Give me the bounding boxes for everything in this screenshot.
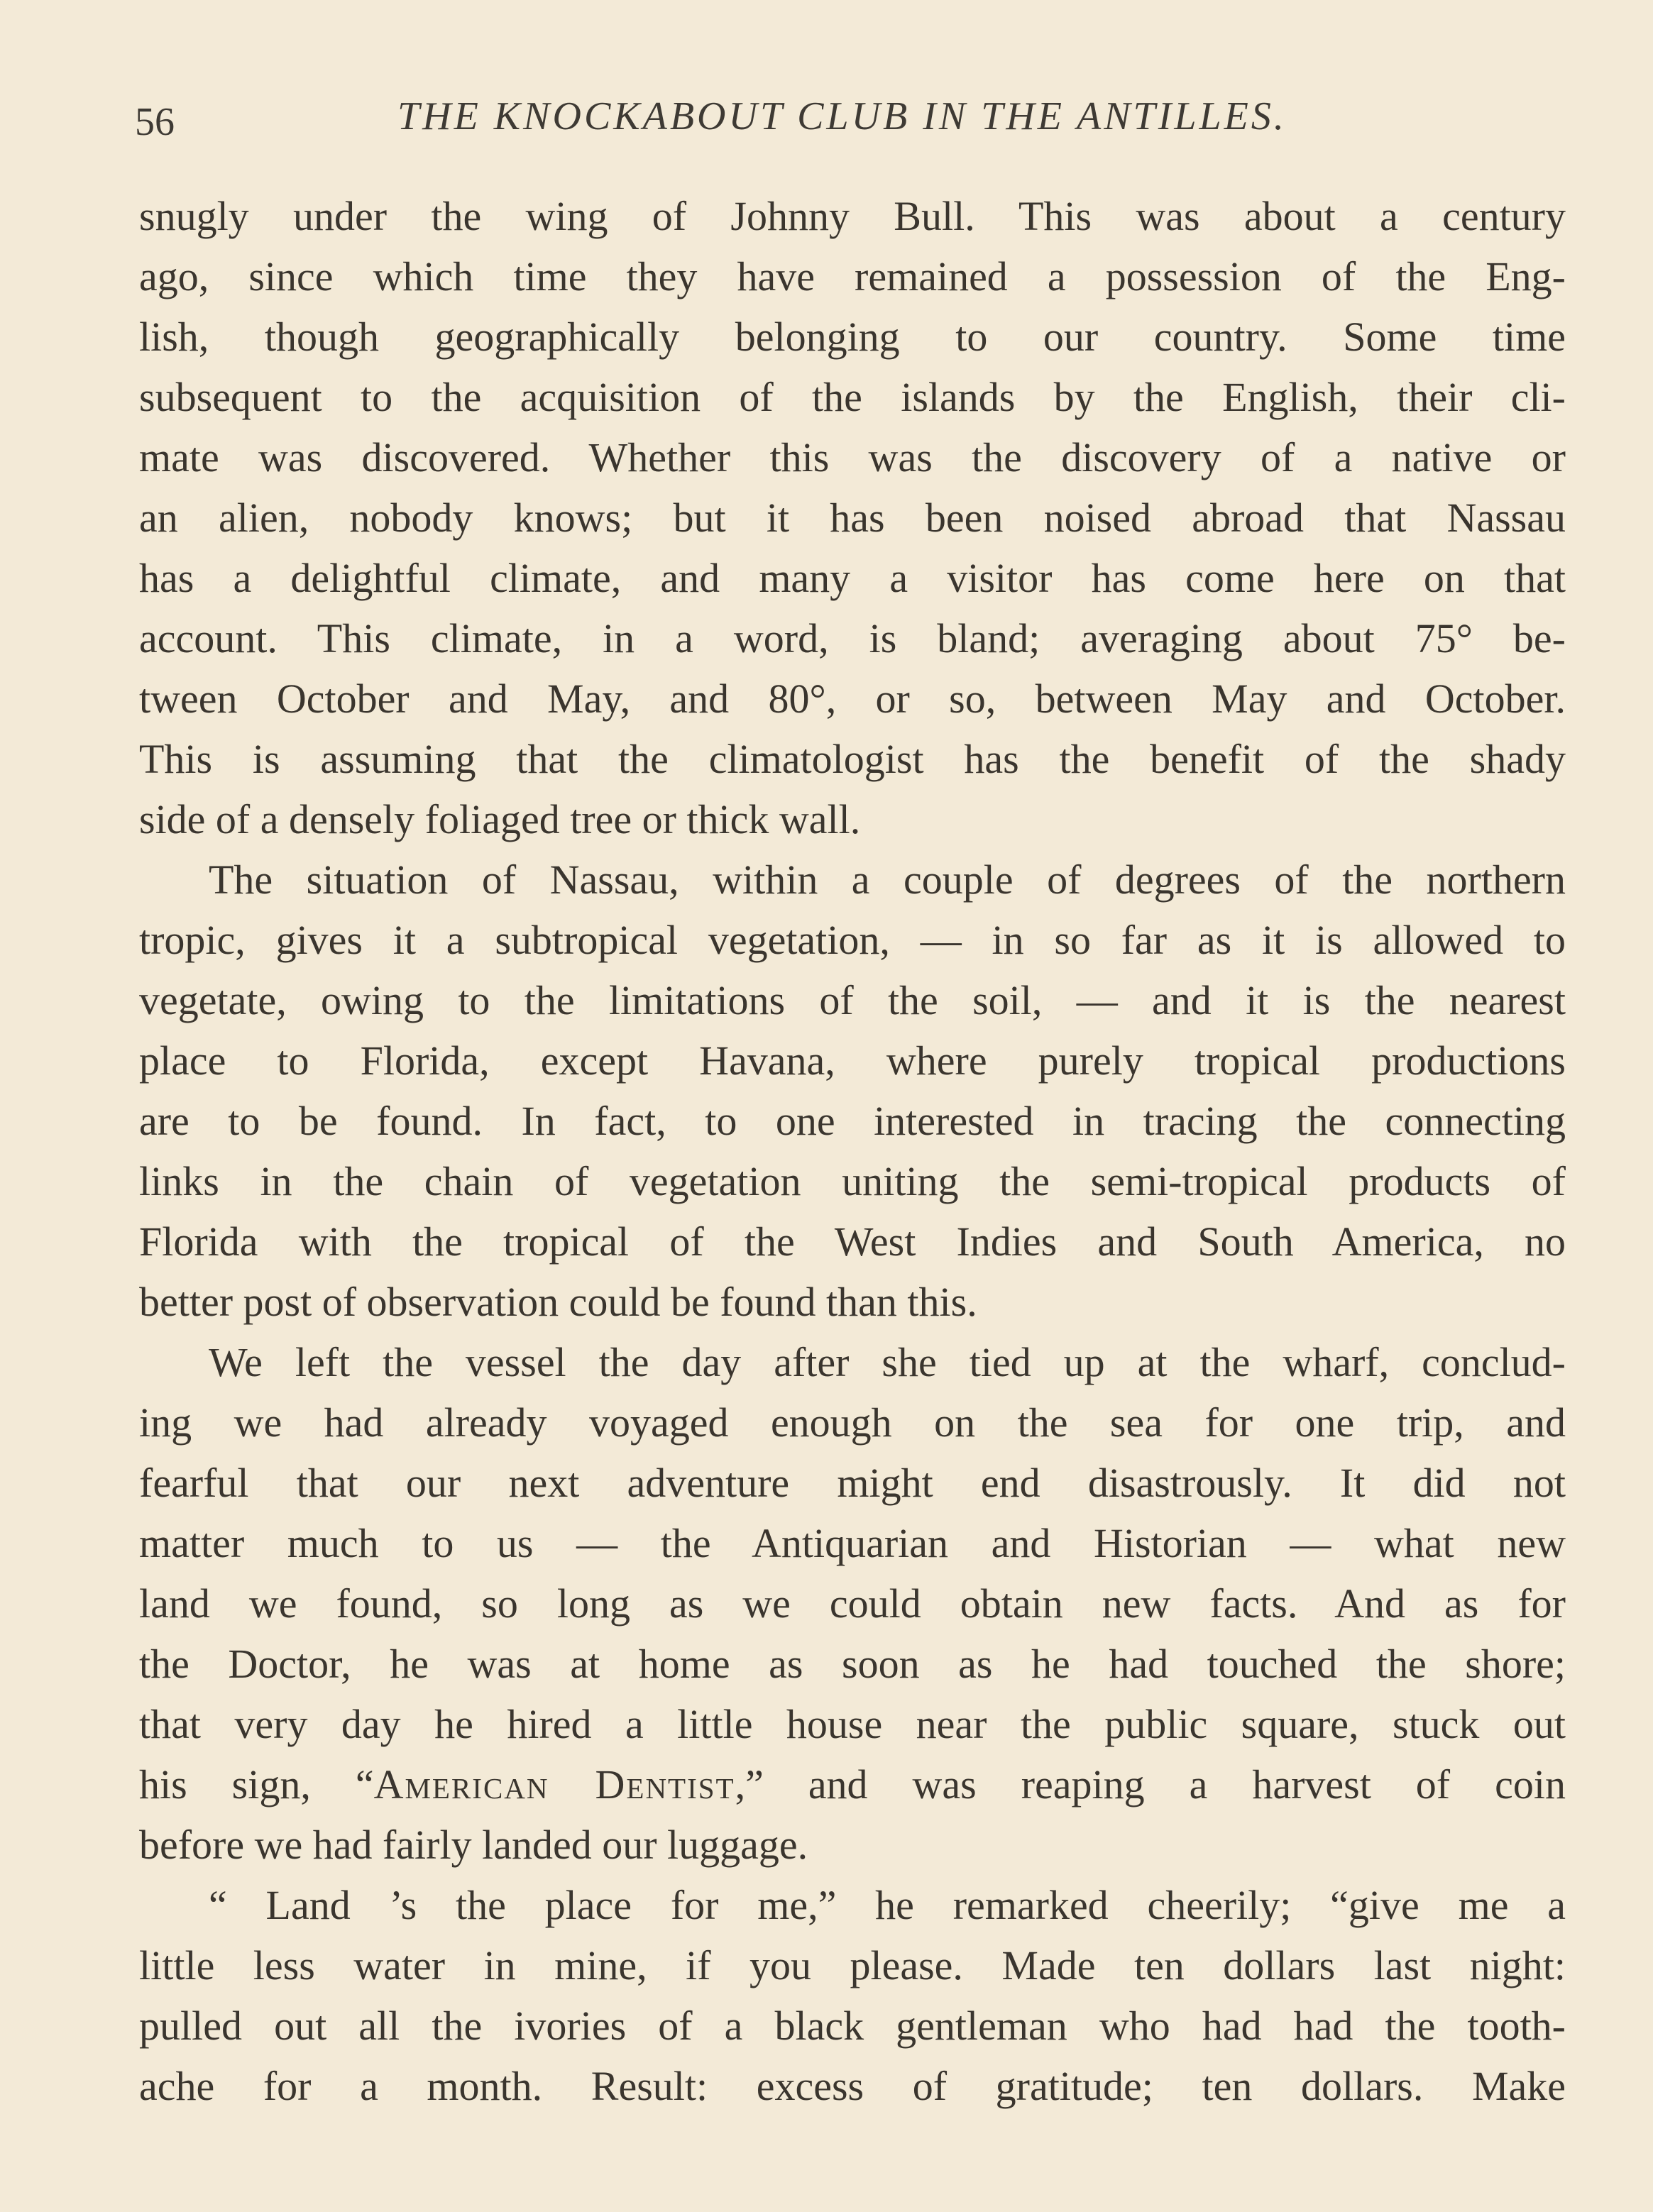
text-line: “ Land ’s the place for me,” he remarked cheerily; “give me a [209, 1882, 1566, 1928]
text-line: tropic, gives it a subtropical vegetation, — in so far as it is allowed to [139, 917, 1566, 963]
text-line: lish, though geographically belonging to our country. Some time [139, 314, 1566, 360]
text-line: tween October and May, and 80°, or so, between May and October. [139, 676, 1566, 722]
running-head [135, 84, 1590, 155]
text-line: We left the vessel the day after she tied up at the wharf, conclud- [209, 1339, 1566, 1385]
text-line: The situation of Nassau, within a couple of degrees of the northern [209, 857, 1566, 903]
text-line: an alien, nobody knows; but it has been noised abroad that Nassau [139, 495, 1566, 541]
text-line: pulled out all the ivories of a black gentleman who had had the tooth- [139, 2003, 1566, 2049]
text-line: ache for a month. Result: excess of gratitude; ten dollars. Make [139, 2063, 1566, 2109]
text-line: that very day he hired a little house near the public square, stuck out [139, 1701, 1566, 1747]
line-post: ,” and was reaping a harvest of coin [735, 1761, 1566, 1807]
text-line: subsequent to the acquisition of the islands by the English, their cli- [139, 374, 1566, 420]
sign-text: American Dentist [373, 1761, 735, 1807]
text-line: ago, since which time they have remained a possession of the Eng- [139, 253, 1566, 299]
text-line: the Doctor, he was at home as soon as he had touched the shore; [139, 1641, 1566, 1687]
text-line: snugly under the wing of Johnny Bull. This was about a century [139, 193, 1566, 239]
text-line: place to Florida, except Havana, where purely tropical productions [139, 1038, 1566, 1084]
text-line: better post of observation could be found than this. [139, 1279, 977, 1325]
text-line: links in the chain of vegetation uniting the semi-tropical products of [139, 1158, 1566, 1204]
text-line: little less water in mine, if you please. Made ten dollars last night: [139, 1942, 1566, 1988]
text-line: before we had fairly landed our luggage. [139, 1822, 808, 1868]
text-line: side of a densely foliaged tree or thick wall. [139, 796, 861, 842]
text-line: This is assuming that the climatologist has the benefit of the shady [139, 736, 1566, 782]
page-number: 56 [135, 100, 175, 144]
text-line: are to be found. In fact, to one interested in tracing the connecting [139, 1098, 1566, 1144]
text-line: ing we had already voyaged enough on the sea for one trip, and [139, 1399, 1566, 1446]
text-line: account. This climate, in a word, is bland; averaging about 75° be- [139, 615, 1566, 661]
text-line: Florida with the tropical of the West Indies and South America, no [139, 1218, 1566, 1265]
text-line: mate was discovered. Whether this was the discovery of a native or [139, 434, 1566, 480]
text-line: has a delightful climate, and many a visitor has come here on that [139, 555, 1566, 601]
text-line: land we found, so long as we could obtain new facts. And as for [139, 1580, 1566, 1627]
running-title: THE KNOCKABOUT CLUB IN THE ANTILLES. [397, 94, 1287, 138]
text-line-with-sign [139, 1754, 1566, 1815]
body-text [139, 186, 1566, 2116]
line-pre: his sign, “ [139, 1761, 374, 1807]
text-line: fearful that our next adventure might end disastrously. It did not [139, 1460, 1566, 1506]
text-line: matter much to us — the Antiquarian and Historian — what new [139, 1520, 1566, 1566]
text-line: vegetate, owing to the limitations of the soil, — and it is the nearest [139, 977, 1566, 1023]
